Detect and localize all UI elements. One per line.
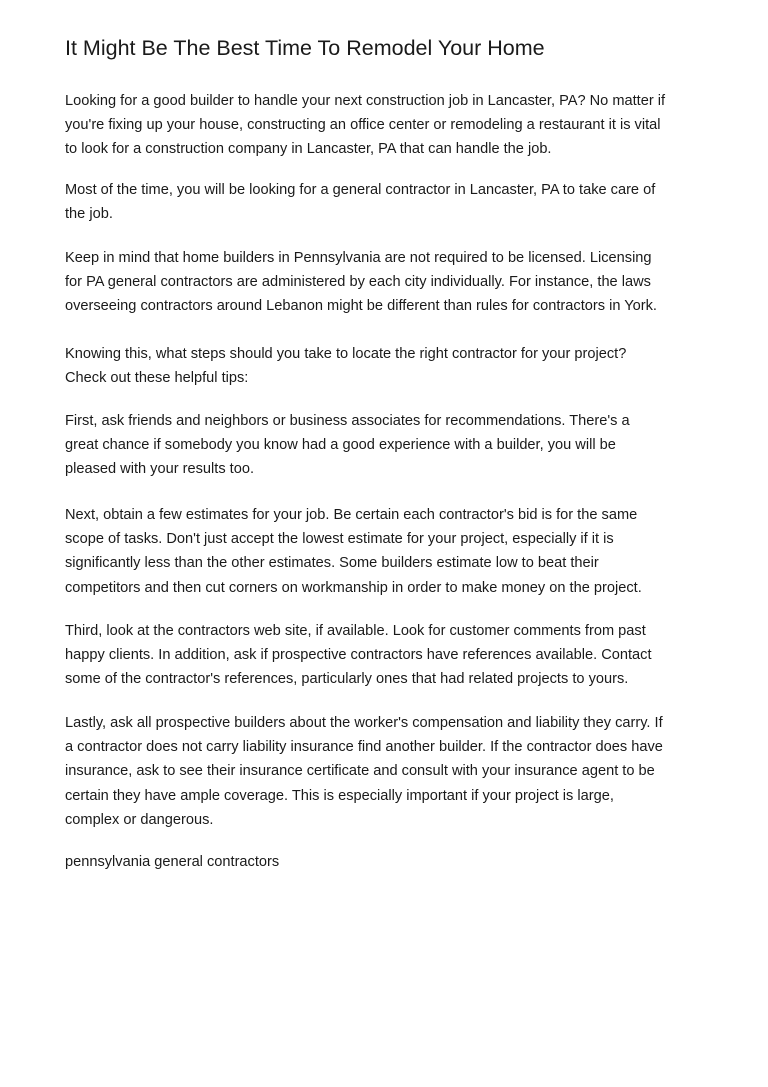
paragraph-licensing: [65, 246, 715, 319]
paragraph-line: Third, look at the contractors web site, if available. Look for customer comments from past: [65, 623, 646, 639]
paragraph-line: some of the contractor's references, particularly ones that had related projects to yours.: [65, 671, 629, 688]
paragraph-line: First, ask friends and neighbors or business associates for recommendations. There's a: [65, 413, 630, 429]
paragraph-line: Lastly, ask all prospective builders about the worker's compensation and liability they carry. If: [65, 715, 663, 731]
paragraph-steps: [65, 342, 715, 390]
paragraph-line: you're fixing up your house, constructing an office center or remodeling a restaurant it is vital: [65, 117, 661, 134]
paragraph-third-tip: [65, 619, 715, 692]
paragraph-line: complex or dangerous.: [65, 811, 214, 828]
paragraph-line: certain they have ample coverage. This is especially important if your project is large,: [65, 787, 614, 804]
paragraph-line: Check out these helpful tips:: [65, 370, 249, 387]
paragraph-next-tip: [65, 503, 715, 600]
paragraph-line: to look for a construction company in Lancaster, PA that can handle the job.: [65, 141, 552, 158]
paragraph-first-tip: [65, 409, 715, 482]
paragraph-line: Keep in mind that home builders in Pennsylvania are not required to be licensed. Licensing: [65, 250, 652, 266]
page-title: It Might Be The Best Time To Remodel Your Home: [65, 36, 545, 60]
paragraph-line: happy clients. In addition, ask if prospective contractors have references available. Contact: [65, 647, 652, 664]
paragraph-line: Knowing this, what steps should you take to locate the right contractor for your project?: [65, 346, 627, 362]
paragraph-line: for PA general contractors are administered by each city individually. For instance, the laws: [65, 274, 651, 291]
paragraph-line: insurance, ask to see their insurance certificate and consult with your insurance agent to be: [65, 763, 655, 780]
paragraph-last-tip: [65, 711, 715, 832]
paragraph-line: scope of tasks. Don't just accept the lowest estimate for your project, especially if it is: [65, 531, 614, 548]
paragraph-line: a contractor does not carry liability insurance find another builder. If the contractor does have: [65, 739, 663, 756]
paragraph-line: competitors and then cut corners on workmanship in order to make money on the project.: [65, 579, 642, 596]
paragraph-line: significantly less than the other estimates. Some builders estimate low to beat their: [65, 555, 599, 572]
paragraph-general-contractor: [65, 178, 715, 226]
paragraph-line: pennsylvania general contractors: [65, 854, 280, 870]
paragraph-line: overseeing contractors around Lebanon might be different than rules for contractors in York.: [65, 298, 657, 315]
paragraph-line: Next, obtain a few estimates for your job. Be certain each contractor's bid is for the same: [65, 507, 638, 523]
paragraph-line: great chance if somebody you know had a good experience with a builder, you will be: [65, 437, 616, 454]
paragraph-line: Most of the time, you will be looking for a general contractor in Lancaster, PA to take care of: [65, 182, 656, 198]
paragraph-keyword: [65, 850, 715, 874]
paragraph-line: pleased with your results too.: [65, 461, 255, 478]
paragraph-intro: [65, 89, 715, 162]
paragraph-line: Looking for a good builder to handle your next construction job in Lancaster, PA? No matter if: [65, 93, 666, 109]
paragraph-line: the job.: [65, 206, 113, 223]
